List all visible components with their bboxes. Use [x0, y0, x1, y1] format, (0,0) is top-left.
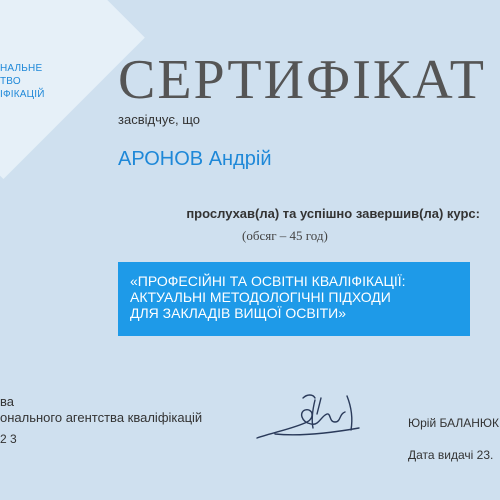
course-title-line: АКТУАЛЬНІ МЕТОДОЛОГІЧНІ ПІДХОДИ: [130, 289, 391, 305]
issue-date: Дата видачі 23.: [408, 448, 494, 462]
course-volume: (обсяг – 45 год): [242, 228, 328, 243]
signature-image: [255, 388, 365, 442]
organization-line: ва: [0, 394, 14, 409]
logo-line: НАЛЬНЕ: [0, 63, 43, 74]
course-title-box: [118, 262, 470, 336]
certificate-number: 2 3: [0, 432, 17, 446]
course-title-line: «ПРОФЕСІЙНІ ТА ОСВІТНІ КВАЛІФІКАЦІЇ:: [130, 273, 406, 289]
agency-logo-text: [0, 62, 45, 101]
certifies-label: засвідчує, що: [118, 112, 200, 127]
logo-line: ТВО: [0, 76, 21, 87]
signer-name: Юрій БАЛАНЮК: [408, 416, 500, 430]
course-title-line: ДЛЯ ЗАКЛАДІВ ВИЩОЇ ОСВІТИ»: [130, 305, 347, 321]
organization-line: онального агентства кваліфікацій: [0, 410, 203, 425]
logo-line: ІФІКАЦІЙ: [0, 89, 45, 100]
completion-statement: прослухав(ла) та успішно завершив(ла) курс:: [186, 206, 480, 221]
certificate-title: СЕРТИФІКАТ: [118, 49, 487, 111]
recipient-name: АРОНОВ Андрій: [118, 148, 272, 170]
